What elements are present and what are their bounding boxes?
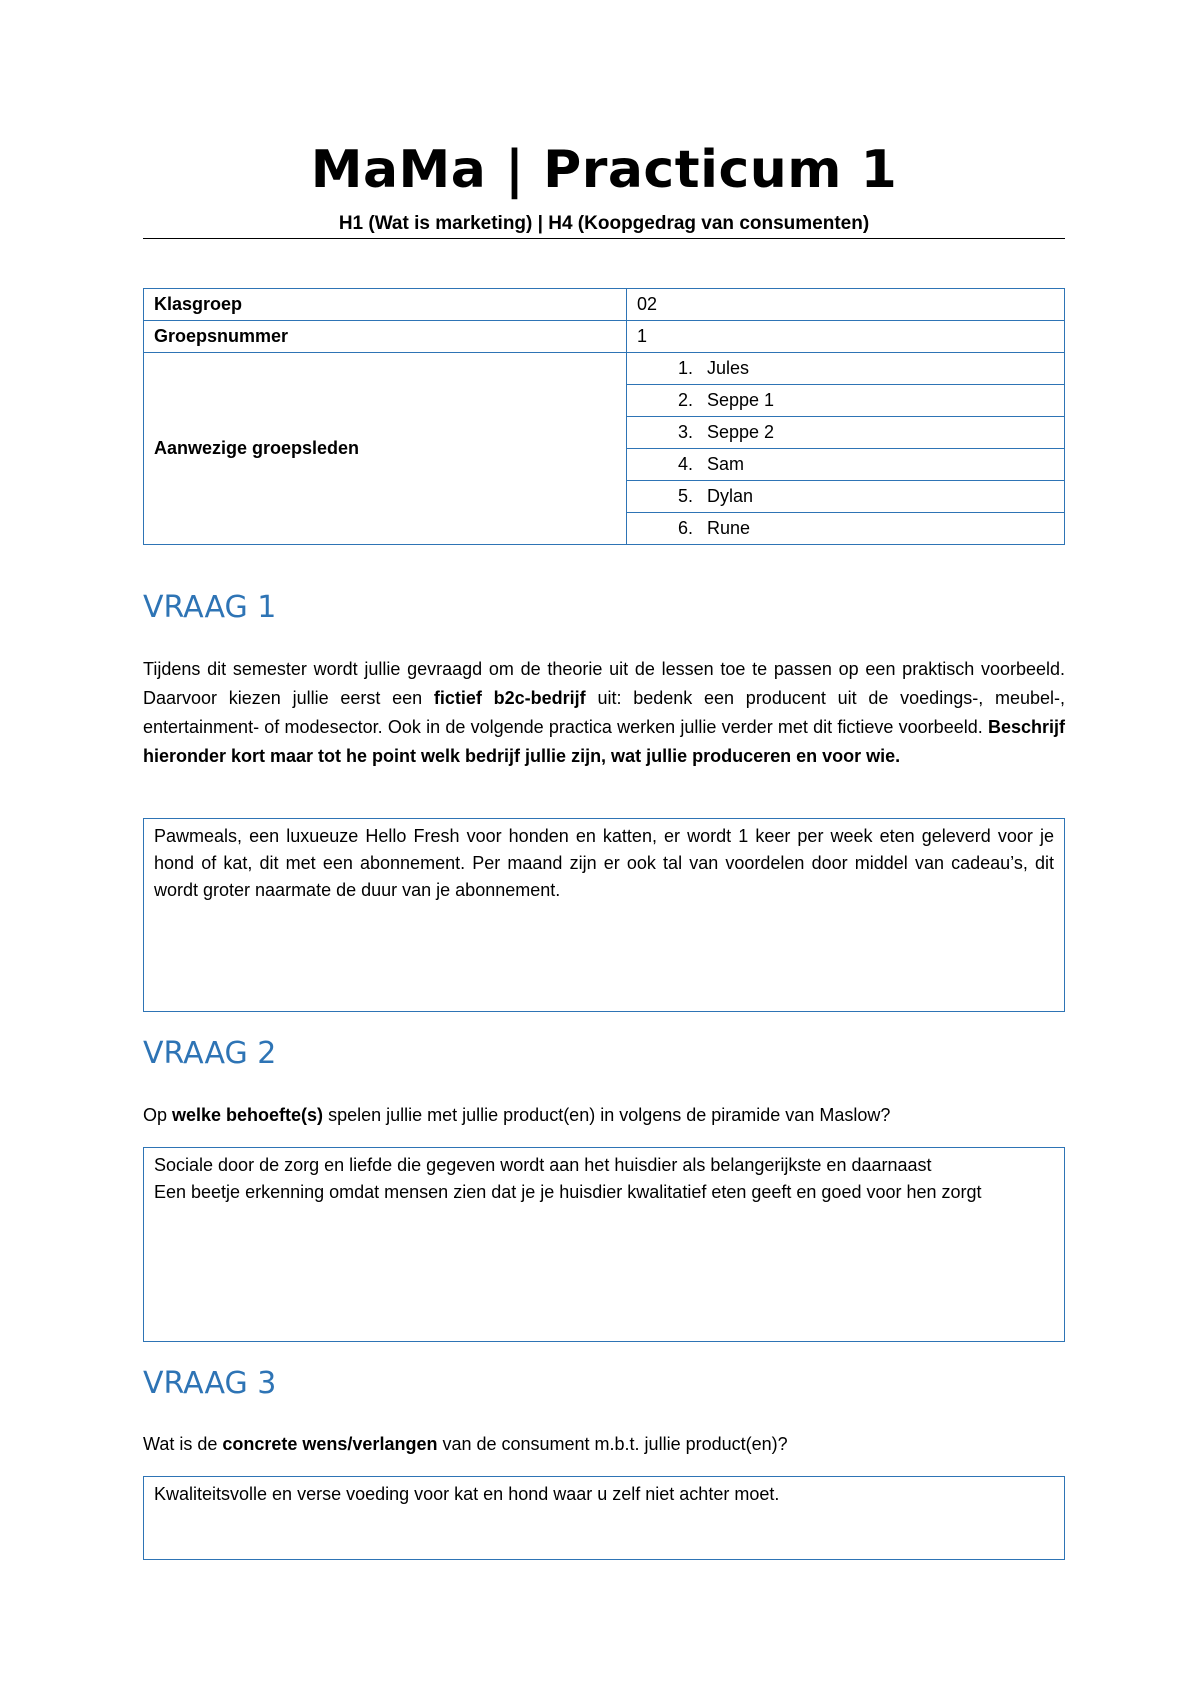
group-info-table bbox=[143, 288, 1065, 545]
vraag2-question bbox=[143, 1101, 1065, 1130]
member-name: Seppe 2 bbox=[707, 422, 775, 442]
member-number: 2. bbox=[677, 390, 693, 410]
vraag2-question-text: Op bbox=[143, 1105, 173, 1125]
vraag2-answer-line: Een beetje erkenning omdat mensen zien dat je je huisdier kwalitatief eten geeft en goed voor hen zorgt bbox=[154, 1182, 982, 1202]
page-subtitle: H1 (Wat is marketing) | H4 (Koopgedrag van consumenten) bbox=[338, 213, 870, 234]
table-row bbox=[144, 353, 1065, 385]
vraag1-question-text: uit: bedenk een producent uit de voedings-, meubel-, entertainment- of modesector. Ook in de volgende practica werken jullie verder met dit fictieve voorbeeld. bbox=[143, 688, 1065, 737]
vraag3-question bbox=[143, 1430, 1065, 1459]
vraag1-question-emphasis: fictief b2c-bedrijf bbox=[433, 688, 586, 708]
klasgroep-value: 02 bbox=[627, 289, 1065, 321]
member-number: 5. bbox=[677, 486, 693, 506]
vraag1-question bbox=[143, 655, 1065, 771]
member-item bbox=[627, 513, 1065, 545]
vraag2-answer-line: Sociale door de zorg en liefde die gegeven wordt aan het huisdier als belangerijkste en daarnaast bbox=[154, 1155, 932, 1175]
member-number: 3. bbox=[677, 422, 693, 442]
member-item bbox=[627, 449, 1065, 481]
member-name: Jules bbox=[707, 358, 750, 378]
table-row bbox=[144, 289, 1065, 321]
member-name: Dylan bbox=[707, 486, 754, 506]
member-number: 1. bbox=[677, 358, 693, 378]
vraag2-question-emphasis: welke behoefte(s) bbox=[172, 1105, 324, 1125]
vraag2-answer-box[interactable] bbox=[143, 1147, 1065, 1342]
groepsnummer-value: 1 bbox=[627, 321, 1065, 353]
vraag1-answer-box[interactable] bbox=[143, 818, 1065, 1012]
vraag1-heading: VRAAG 1 bbox=[143, 590, 277, 625]
vraag3-question-text: Wat is de bbox=[143, 1434, 223, 1454]
vraag3-heading: VRAAG 3 bbox=[143, 1366, 277, 1401]
vraag3-question-emphasis: concrete wens/verlangen bbox=[222, 1434, 438, 1454]
member-item bbox=[627, 353, 1065, 385]
vraag2-heading: VRAAG 2 bbox=[143, 1036, 277, 1071]
member-number: 6. bbox=[677, 518, 693, 538]
member-name: Rune bbox=[707, 518, 751, 538]
title-divider bbox=[143, 238, 1065, 239]
vraag1-answer: Pawmeals, een luxueuze Hello Fresh voor honden en katten, er wordt 1 keer per week eten geleverd voor je hond of kat, dit met een abonnement. Per maand zijn er ook tal van voordelen door middel van cadeau’s, dit wordt groter naarmate de duur van je abonnement. bbox=[154, 826, 1054, 900]
klasgroep-label: Klasgroep bbox=[144, 289, 627, 321]
table-row bbox=[144, 321, 1065, 353]
vraag2-question-text: spelen jullie met jullie product(en) in volgens de piramide van Maslow? bbox=[323, 1105, 891, 1125]
page-title: MaMa | Practicum 1 bbox=[310, 140, 898, 200]
groepsleden-label: Aanwezige groepsleden bbox=[144, 353, 627, 545]
member-name: Sam bbox=[707, 454, 745, 474]
member-item bbox=[627, 385, 1065, 417]
vraag1-question-text: Tijdens dit semester wordt jullie gevraagd om de theorie uit de lessen toe te passen op een praktisch voorbeeld. Daarvoor kiezen jullie eerst een bbox=[143, 659, 1065, 708]
vraag3-answer-box[interactable] bbox=[143, 1476, 1065, 1560]
member-number: 4. bbox=[677, 454, 693, 474]
member-item bbox=[627, 417, 1065, 449]
groepsnummer-label: Groepsnummer bbox=[144, 321, 627, 353]
vraag1-question-emphasis: Beschrijf hieronder kort maar tot he point welk bedrijf jullie zijn, wat jullie produceren en voor wie. bbox=[143, 717, 1065, 766]
member-item bbox=[627, 481, 1065, 513]
vraag3-question-text: van de consument m.b.t. jullie product(en)? bbox=[437, 1434, 788, 1454]
vraag3-answer: Kwaliteitsvolle en verse voeding voor kat en hond waar u zelf niet achter moet. bbox=[154, 1484, 780, 1504]
member-name: Seppe 1 bbox=[707, 390, 775, 410]
